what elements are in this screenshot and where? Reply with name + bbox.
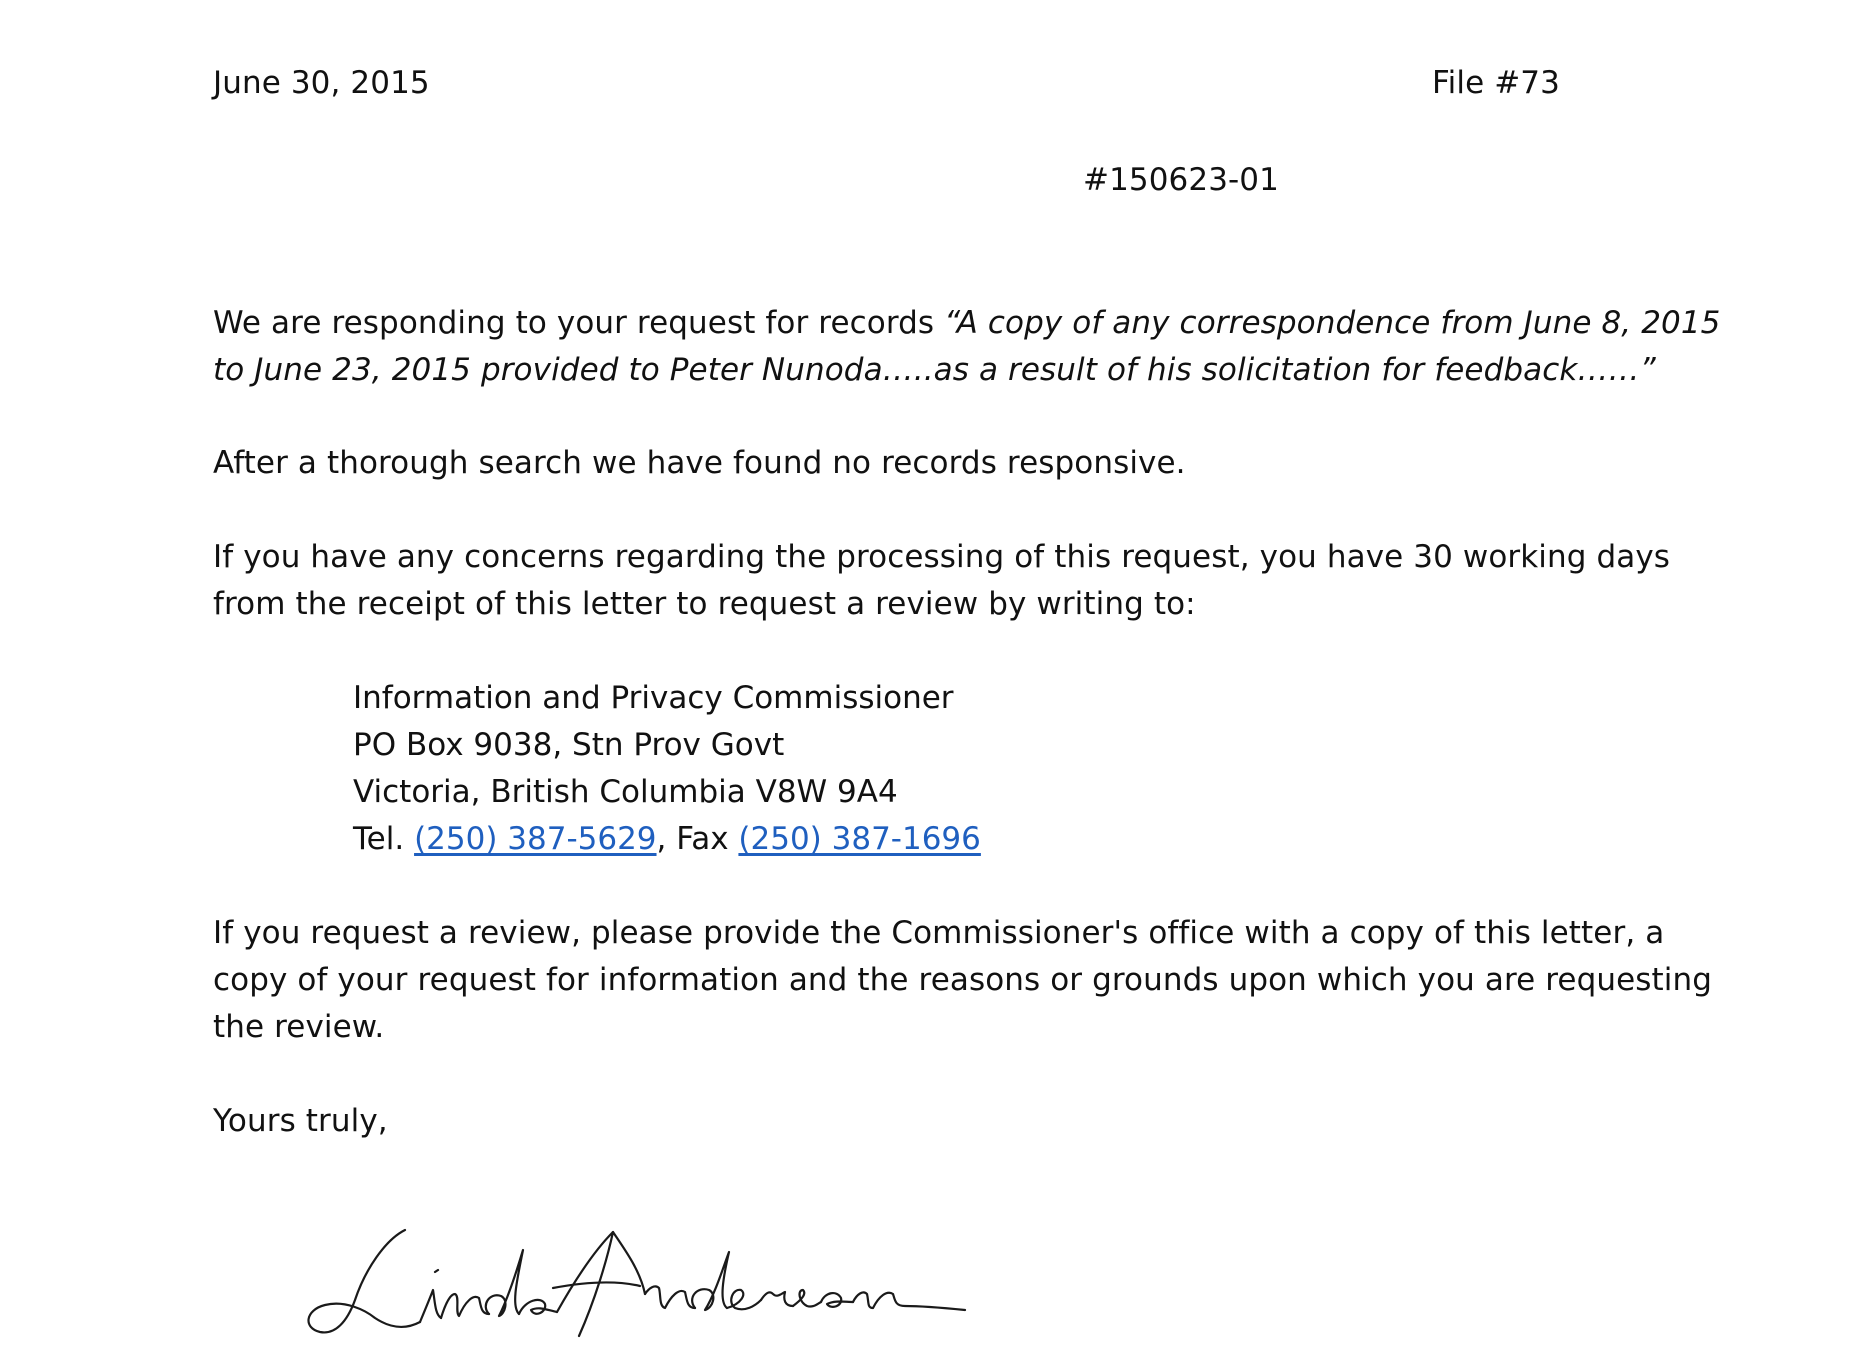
- review-line3: the review.: [213, 1009, 385, 1045]
- finding-text: After a thorough search we have found no records responsive.: [213, 445, 1186, 481]
- finding-paragraph: [213, 440, 1753, 487]
- commissioner-address: [353, 675, 981, 863]
- closing-text: Yours truly,: [213, 1103, 388, 1139]
- intro-quote-line1: “A copy of any correspondence from June 8, 2015: [944, 305, 1721, 341]
- address-line1: Information and Privacy Commissioner: [353, 680, 954, 716]
- review-line1: If you request a review, please provide the Commissioner's office with a copy of this letter, a: [213, 915, 1665, 951]
- reference-number: #150623-01: [1083, 162, 1279, 198]
- address-line2: PO Box 9038, Stn Prov Govt: [353, 727, 785, 763]
- handwritten-signature: [295, 1210, 1055, 1360]
- intro-quote-line2: to June 23, 2015 provided to Peter Nunoda…..as a result of his solicitation for feedback……”: [213, 352, 1656, 388]
- address-contact-line: [353, 816, 981, 863]
- intro-paragraph: [213, 300, 1753, 394]
- concerns-line2: from the receipt of this letter to request a review by writing to:: [213, 586, 1196, 622]
- letter-date: June 30, 2015: [213, 65, 430, 101]
- intro-prefix: We are responding to your request for records: [213, 305, 945, 341]
- review-line2: copy of your request for information and the reasons or grounds upon which you are requesting: [213, 962, 1713, 998]
- tel-label: Tel.: [353, 821, 415, 857]
- concerns-paragraph: [213, 534, 1753, 628]
- fax-label: , Fax: [656, 821, 739, 857]
- review-paragraph: [213, 910, 1753, 1051]
- address-line3: Victoria, British Columbia V8W 9A4: [353, 774, 898, 810]
- fax-link[interactable]: (250) 387-1696: [738, 821, 981, 857]
- concerns-line1: If you have any concerns regarding the processing of this request, you have 30 working days: [213, 539, 1671, 575]
- tel-link[interactable]: (250) 387-5629: [414, 821, 657, 857]
- file-number: File #73: [1432, 65, 1560, 101]
